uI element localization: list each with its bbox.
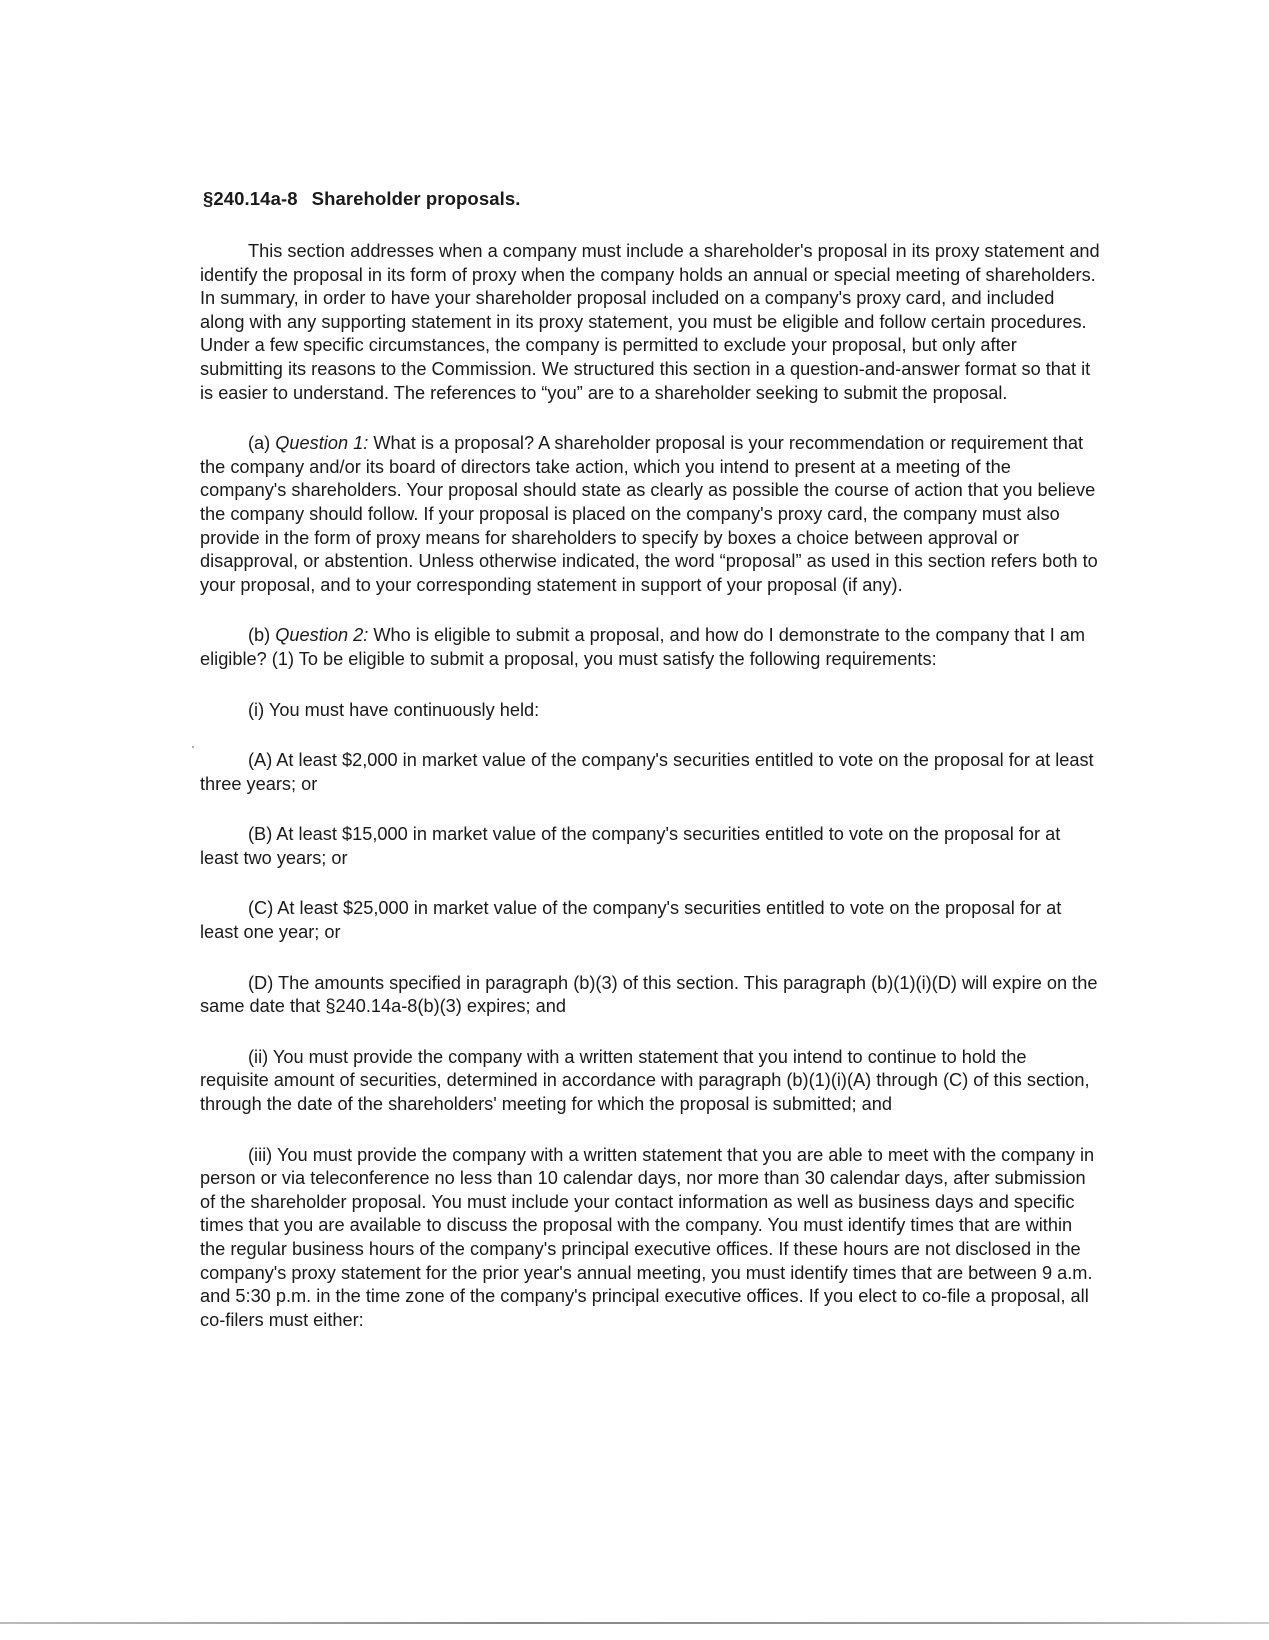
- paragraph-text: What is a proposal? A shareholder proposal is your recommendation or requirement that the company and/or its board of directors take action, which you intend to present at a meeting of the company's shareholders. Your proposal should state as clearly as possible the course of action that you believe the company should follow. If your proposal is placed on the company's proxy card, the company must also provide in the form of proxy means for shareholders to specify by boxes a choice between approval or disapproval, or abstention. Unless otherwise indicated, the word “proposal” as used in this section refers both to your proposal, and to your corresponding statement in support of your proposal (if any).: [200, 433, 1098, 595]
- section-heading: [203, 188, 520, 210]
- paragraph-b-1-iii: [200, 1144, 1100, 1333]
- paragraph-label: (b): [248, 625, 276, 646]
- paragraph-text: (B) At least $15,000 in market value of the company's securities entitled to vote on the proposal for at least two years; or: [200, 824, 1061, 868]
- paragraph-b-1-i: [200, 699, 1100, 723]
- paragraph-label: (a): [248, 433, 276, 454]
- paragraph-text: (iii) You must provide the company with a written statement that you are able to meet with the company in person or via teleconference no less than 10 calendar days, nor more than 30 calendar days, after submission of the shareholder proposal. You must include your contact information as well as business days and specific times that you are available to discuss the proposal with the company. You must identify times that are within the regular business hours of the company's principal executive offices. If these hours are not disclosed in the company's proxy statement for the prior year's annual meeting, you must identify times that are between 9 a.m. and 5:30 p.m. in the time zone of the company's principal executive offices. If you elect to co-file a proposal, all co-filers must either:: [200, 1144, 1095, 1330]
- paragraph-b-1-i-A: [200, 749, 1100, 796]
- paragraph-a: [200, 432, 1100, 597]
- document-body: [200, 240, 1100, 1359]
- question-label: Question 1:: [275, 433, 369, 454]
- paragraph-b-1-ii: [200, 1046, 1100, 1117]
- paragraph-b: [200, 624, 1100, 671]
- paragraph-text: This section addresses when a company must include a shareholder's proposal in its proxy statement and identify the proposal in its form of proxy when the company holds an annual or special meeting of shareholders. In summary, in order to have your shareholder proposal included on a company's proxy card, and included along with any supporting statement in its proxy statement, you must be eligible and follow certain procedures. Under a few specific circumstances, the company is permitted to exclude your proposal, but only after submitting its reasons to the Commission. We structured this section in a question-and-answer format so that it is easier to understand. The references to “you” are to a shareholder seeking to submit the proposal.: [200, 241, 1100, 403]
- paragraph-b-1-i-B: [200, 823, 1100, 870]
- section-title: Shareholder proposals.: [311, 188, 521, 209]
- section-number: §240.14a-8: [203, 188, 298, 209]
- paragraph-intro: [200, 240, 1100, 405]
- paragraph-text: Who is eligible to submit a proposal, and how do I demonstrate to the company that I am eligible? (1) To be eligible to submit a proposal, you must satisfy the following requirements:: [200, 625, 1086, 669]
- question-label: Question 2:: [275, 625, 369, 646]
- paragraph-b-1-i-C: [200, 897, 1100, 944]
- paragraph-text: (i) You must have continuously held:: [248, 699, 540, 720]
- paragraph-text: (ii) You must provide the company with a written statement that you intend to continue to hold the requisite amount of securities, determined in accordance with paragraph (b)(1)(i)(A) through (C) of this section, through the date of the shareholders' meeting for which the proposal is submitted; and: [200, 1046, 1090, 1115]
- paragraph-b-1-i-D: [200, 972, 1100, 1019]
- scan-bottom-edge: [0, 1622, 1269, 1624]
- paragraph-text: (C) At least $25,000 in market value of the company's securities entitled to vote on the proposal for at least one year; or: [200, 898, 1062, 943]
- paragraph-text: (D) The amounts specified in paragraph (b)(3) of this section. This paragraph (b)(1)(i)(D) will expire on the same date that §240.14a-8(b)(3) expires; and: [200, 972, 1098, 1017]
- paragraph-text: (A) At least $2,000 in market value of the company's securities entitled to vote on the proposal for at least three years; or: [200, 750, 1094, 794]
- scan-speck: [192, 746, 194, 748]
